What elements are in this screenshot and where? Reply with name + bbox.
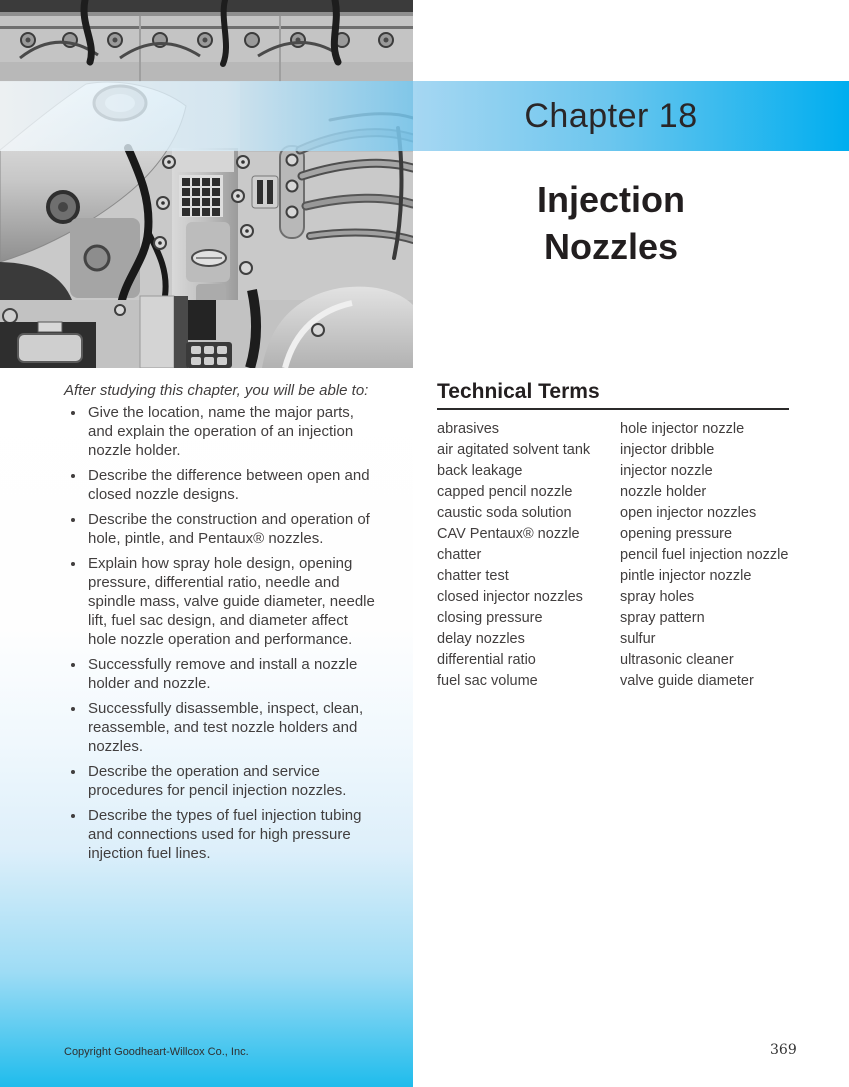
objective-item: • Explain how spray hole design, opening pressure, differential ratio, needle and spindle mass, valve guide diameter, needle lift, fuel sac design, and diameter affect hole nozzle operation and performance.	[86, 554, 376, 649]
objective-item: • Give the location, name the major parts, and explain the operation of an injection nozzle holder.	[86, 403, 376, 460]
technical-terms-rule	[437, 408, 789, 410]
term: chatter test	[437, 568, 509, 584]
term: fuel sac volume	[437, 673, 538, 689]
chapter-band-photo-overlay	[0, 81, 413, 151]
term: capped pencil nozzle	[437, 484, 573, 500]
objective-item: • Describe the operation and service procedures for pencil injection nozzles.	[86, 762, 376, 800]
term: injector dribble	[620, 442, 715, 458]
objectives-intro: After studying this chapter, you will be able to:	[64, 382, 369, 399]
chapter-label: Chapter 18	[524, 97, 698, 135]
term: opening pressure	[620, 526, 733, 542]
objective-item: • Describe the difference between open and closed nozzle designs.	[86, 466, 376, 504]
term: open injector nozzles	[620, 505, 757, 521]
term: CAV Pentaux® nozzle	[437, 526, 580, 542]
chapter-title-line2: Nozzles	[543, 226, 679, 267]
chapter-title	[413, 176, 809, 270]
term: air agitated solvent tank	[437, 442, 591, 458]
term: spray holes	[620, 589, 695, 605]
term: sulfur	[620, 631, 656, 647]
term: injector nozzle	[620, 463, 713, 479]
objective-item: • Describe the types of fuel injection tubing and connections used for high pressure injection fuel lines.	[86, 806, 376, 863]
technical-terms-left-column	[437, 419, 620, 692]
term: ultrasonic cleaner	[620, 652, 734, 668]
engine-photo-illustration	[0, 0, 413, 368]
technical-terms-right-column	[620, 419, 789, 692]
term: caustic soda solution	[437, 505, 572, 521]
technical-terms-columns	[437, 419, 789, 692]
term: spray pattern	[620, 610, 705, 626]
objective-item: • Successfully disassemble, inspect, clean, reassemble, and test nozzle holders and nozzles.	[86, 699, 376, 756]
objective-item: • Successfully remove and install a nozzle holder and nozzle.	[86, 655, 376, 693]
term: differential ratio	[437, 652, 536, 668]
term: abrasives	[437, 421, 500, 437]
term: pencil fuel injection nozzle	[620, 547, 789, 563]
term: closed injector nozzles	[437, 589, 583, 605]
learning-objectives	[64, 381, 404, 869]
chapter-band	[413, 81, 849, 151]
technical-terms-section	[437, 380, 789, 692]
term: back leakage	[437, 463, 523, 479]
term: pintle injector nozzle	[620, 568, 752, 584]
objectives-list	[64, 403, 376, 863]
technical-terms-heading: Technical Terms	[437, 380, 600, 403]
term: chatter	[437, 547, 482, 563]
page-number: 369	[770, 1042, 797, 1058]
term: valve guide diameter	[620, 673, 754, 689]
objective-item: • Describe the construction and operation of hole, pintle, and Pentaux® nozzles.	[86, 510, 376, 548]
engine-photo	[0, 0, 413, 368]
term: delay nozzles	[437, 631, 525, 647]
term: nozzle holder	[620, 484, 707, 500]
term: hole injector nozzle	[620, 421, 745, 437]
term: closing pressure	[437, 610, 543, 626]
chapter-title-line1: Injection	[536, 179, 685, 220]
copyright-notice: Copyright Goodheart-Willcox Co., Inc.	[64, 1046, 249, 1058]
